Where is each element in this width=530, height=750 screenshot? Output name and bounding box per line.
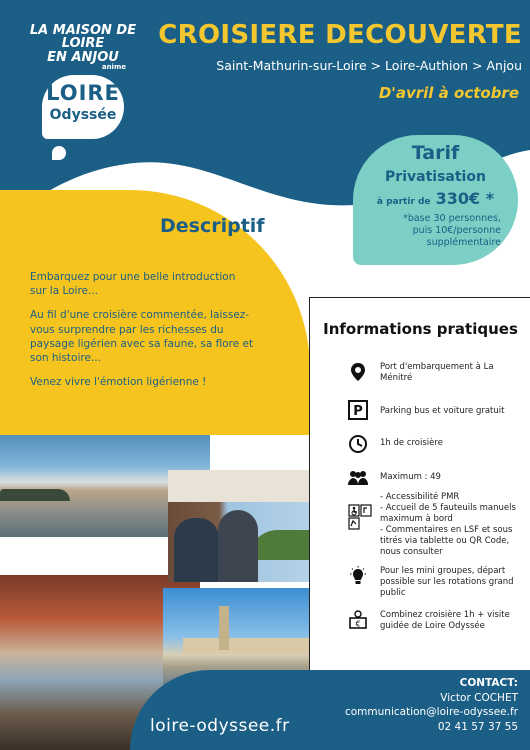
contact-name: Victor COCHET (440, 691, 518, 704)
photo-church-tower (219, 606, 229, 650)
tarif-type: Privatisation (385, 169, 486, 185)
logo-line2: Odyssée (49, 107, 117, 123)
info-panel (309, 297, 530, 679)
contact-block (300, 676, 518, 735)
accessibility-icon (348, 504, 372, 530)
descriptif-paragraph-1: Embarquez pour une belle introduction sur la Loire... (30, 271, 236, 298)
tarif-note-line3: supplémentaire (426, 236, 501, 248)
info-text: Parking bus et voiture gratuit (380, 406, 505, 416)
info-text: Pour les mini groupes, départ possible sur les rotations grand public (380, 566, 514, 599)
info-text: Maximum : 49 (380, 472, 441, 482)
season-label: D'avril à octobre (378, 84, 519, 102)
route-subtitle: Saint-Mathurin-sur-Loire > Loire-Authion > Anjou (216, 58, 522, 73)
contact-label: CONTACT: (459, 677, 518, 689)
organization-name (18, 24, 148, 71)
tarif-note-line1: *base 30 personnes, (403, 213, 501, 224)
tarif-note (383, 213, 501, 249)
contact-email[interactable]: communication@loire-odyssee.fr (344, 706, 518, 719)
tarif-from: à partir de (376, 197, 431, 207)
clock-icon (348, 434, 368, 454)
org-anime: anime (101, 63, 126, 71)
logo-drop-icon (52, 146, 66, 160)
info-text: Combinez croisière 1h + visite guidée de Loire Odyssée (380, 610, 510, 632)
photo-treeline (0, 489, 70, 501)
svg-text:€: € (355, 619, 361, 629)
descriptif-title: Descriptif (160, 215, 265, 237)
descriptif-paragraph-3: Venez vivre l'émotion ligérienne ! (30, 376, 207, 389)
svg-text:P: P (353, 404, 363, 419)
descriptif-paragraph-2: Au fil d'une croisière commentée, laissez-vous surprendre par les richesses du paysage ligérien avec sa faune, sa flore et son histoire... (30, 309, 254, 364)
money-icon (348, 610, 368, 630)
lightbulb-icon (348, 566, 368, 586)
org-line2: EN ANJOU (47, 50, 119, 65)
loire-odyssee-logo (42, 75, 124, 139)
location-pin-icon (348, 362, 368, 382)
contact-phone[interactable]: 02 41 57 37 55 (437, 721, 518, 734)
logo-line1: LOIRE (46, 81, 120, 105)
info-text: - Accessibilité PMR - Accueil de 5 fauteuils manuels maximum à bord - Commentaires en LSF et sous titrés via tablette ou QR Code, nous consulter (380, 492, 516, 558)
parking-icon (348, 400, 368, 420)
group-icon (348, 468, 368, 488)
tarif-price-row (353, 189, 518, 208)
tarif-note-line2: puis 10€/personne (412, 224, 501, 236)
org-line1: LA MAISON DE LOIRE (29, 23, 137, 51)
info-text: Port d'embarquement à La Ménitré (380, 362, 494, 384)
photo-person (218, 510, 258, 582)
website-link[interactable]: loire-odyssee.fr (150, 716, 290, 736)
info-title: Informations pratiques (323, 320, 518, 338)
tarif-price: 330€ * (435, 189, 495, 208)
page-title: CROISIERE DECOUVERTE (158, 20, 522, 50)
tarif-title: Tarif (411, 142, 460, 164)
tarif-bubble (353, 135, 518, 265)
info-text: 1h de croisière (380, 438, 443, 448)
photo-person (174, 518, 219, 582)
descriptif-text (30, 270, 255, 399)
